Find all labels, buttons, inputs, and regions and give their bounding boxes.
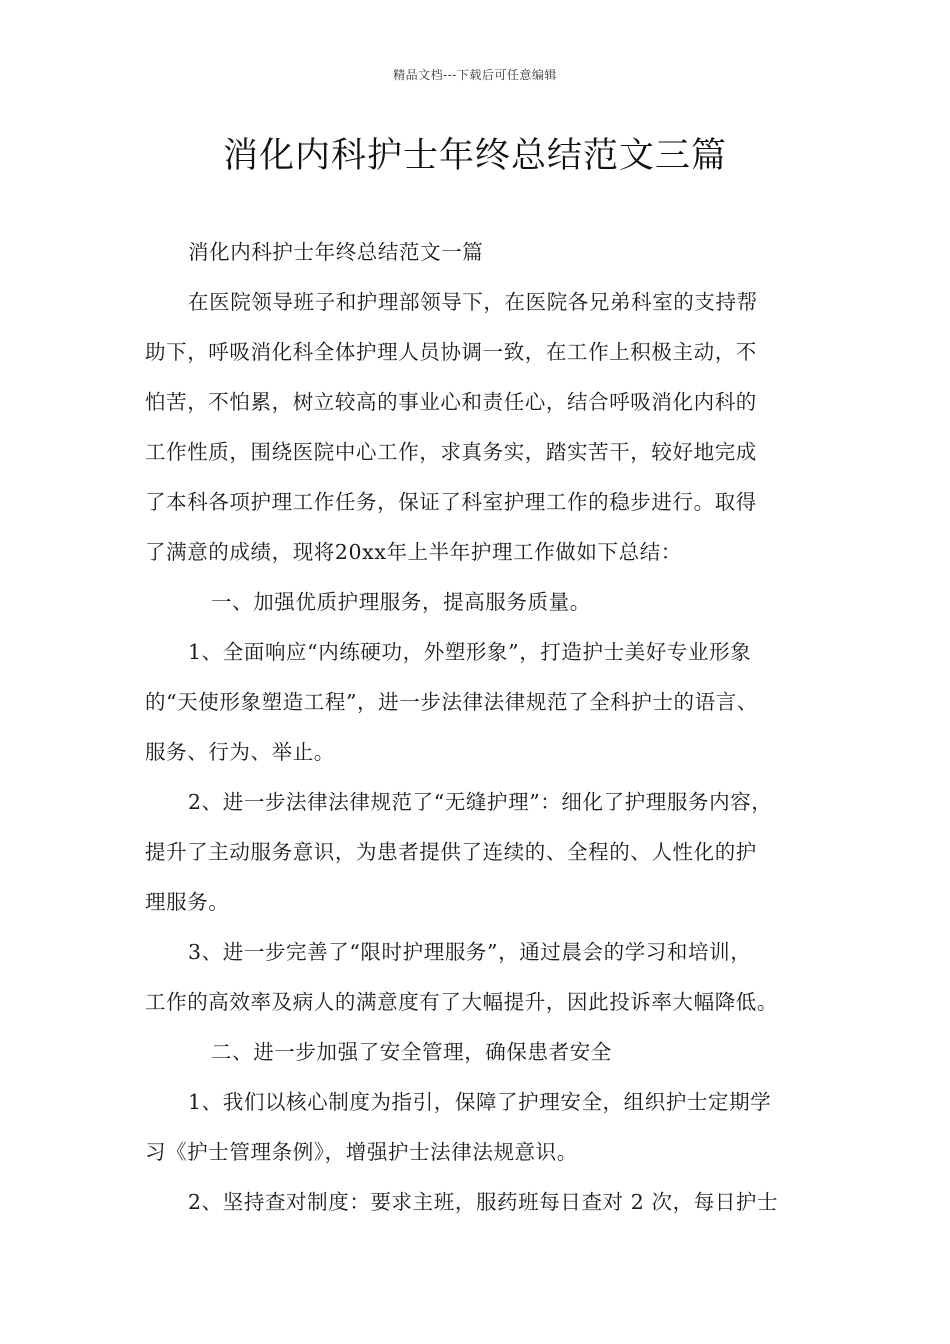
subtitle-line: 消化内科护士年终总结范文一篇 xyxy=(188,240,484,264)
header-note: 精品文档---下载后可任意编辑 xyxy=(393,68,557,82)
section-heading: 二、进一步加强了安全管理，确保患者安全 xyxy=(211,1040,612,1064)
paragraph-line: 的“天使形象塑造工程”，进一步法律法律规范了全科护士的语言、 xyxy=(145,690,758,714)
paragraph-line: 助下，呼吸消化科全体护理人员协调一致，在工作上积极主动，不 xyxy=(145,340,757,364)
section-heading: 一、加强优质护理服务，提高服务质量。 xyxy=(211,590,591,614)
document-title: 消化内科护士年终总结范文三篇 xyxy=(222,136,727,176)
paragraph-line: 1、全面响应“内练硬功，外塑形象”，打造护士美好专业形象 xyxy=(188,640,752,664)
paragraph-line: 1、我们以核心制度为指引，保障了护理安全，组织护士定期学 xyxy=(188,1090,772,1114)
paragraph-line: 2、进一步法律法律规范了“无缝护理”：细化了护理服务内容， xyxy=(188,790,773,814)
paragraph-line: 工作性质，围绕医院中心工作，求真务实，踏实苦干，较好地完成 xyxy=(145,440,757,464)
paragraph-line: 服务、行为、举止。 xyxy=(145,740,335,764)
paragraph-line: 习《护士管理条例》，增强护士法律法规意识。 xyxy=(145,1140,578,1164)
paragraph-line: 在医院领导班子和护理部领导下，在医院各兄弟科室的支持帮 xyxy=(188,290,758,314)
paragraph-line: 怕苦，不怕累，树立较高的事业心和责任心，结合呼吸消化内科的 xyxy=(145,390,757,414)
paragraph-line: 理服务。 xyxy=(145,890,230,914)
document-body xyxy=(145,227,825,1227)
paragraph-line: 提升了主动服务意识，为患者提供了连续的、全程的、人性化的护 xyxy=(145,840,757,864)
paragraph-line: 了满意的成绩，现将20xx年上半年护理工作做如下总结： xyxy=(145,540,682,564)
paragraph-line: 了本科各项护理工作任务，保证了科室护理工作的稳步进行。取得 xyxy=(145,490,757,514)
paragraph-line: 工作的高效率及病人的满意度有了大幅提升，因此投诉率大幅降低。 xyxy=(145,990,778,1014)
paragraph-line: 3、进一步完善了“限时护理服务”，通过晨会的学习和培训， xyxy=(188,940,752,964)
paragraph-line: 2、坚持查对制度：要求主班，服药班每日查对 2 次，每日护士 xyxy=(188,1190,779,1214)
